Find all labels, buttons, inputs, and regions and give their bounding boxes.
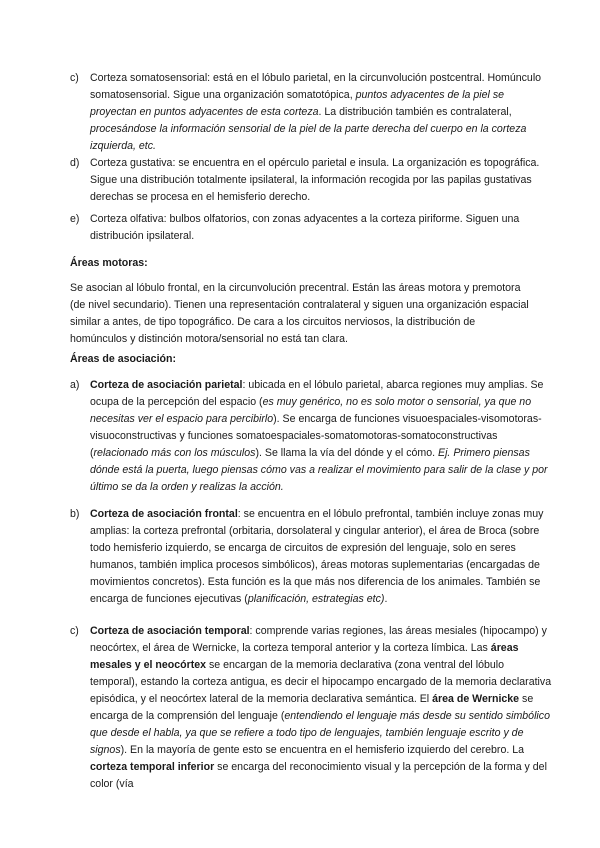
text: se encarga de la comprensión del lenguaje ( (90, 693, 534, 722)
text: se encarga del reconocimiento visual y la percepción de la forma y del color (vía (90, 761, 547, 790)
list-marker: c) (70, 625, 79, 637)
text: Corteza gustativa: se encuentra en el opérculo parietal e insula. La organización es topográfica. Sigue una distribución totalmente ipsilateral, la información recogida por las papilas gustativas derechas se procesa en el hemisferio derecho. (90, 157, 540, 203)
text: : comprende varias regiones, las áreas mesiales (hipocampo) y neocórtex, el área de Wernicke, la corteza temporal anterior y la corteza límbica. Las (90, 625, 547, 654)
bold-term: Corteza de asociación frontal (90, 508, 238, 520)
list-item-temporal (70, 623, 552, 793)
list-item-somatosensorial (70, 70, 552, 155)
text: se encargan de la memoria declarativa (zona ventral del lóbulo temporal), estando la corteza antigua, es decir el hipocampo encargado de la memoria declarativa episódica, y el neocórtex lateral de la memoria declarativa semántica. El (90, 659, 552, 705)
list-item-parietal (70, 377, 552, 496)
text: ). Se encarga de funciones visuoespaciales-visomotoras-visuoconstructivas y funciones somatoespaciales-somatomotoras-somatoconstructivas ( (90, 413, 542, 459)
italic-text: planificación, estrategias etc) (247, 593, 385, 605)
text: . (384, 593, 388, 605)
bold-term: Corteza de asociación parietal (90, 379, 243, 391)
text: ). Se llama la vía del dónde y el cómo. (255, 447, 439, 459)
italic-text: puntos adyacentes de la piel se proyectan en puntos adyacentes de esta corteza (90, 89, 505, 118)
italic-text: entendiendo el lenguaje más desde su sentido simbólico que desde el habla, ya que se refiere a todo tipo de lenguajes, también lenguaje escrito y de signos (90, 710, 550, 756)
list-marker: a) (70, 379, 80, 391)
bold-term: áreas mesales y el neocórtex (90, 642, 519, 671)
list-marker: d) (70, 157, 80, 169)
italic-text: Ej. Primero piensas dónde está la puerta, luego piensas cómo vas a realizar el movimiento para salir de la clase y por último se da la orden y realizas la acción. (90, 447, 548, 493)
italic-text: es muy genérico, no es solo motor o sensorial, ya que no necesitas ver el espacio para percibirlo (90, 396, 532, 425)
bold-term: área de Wernicke (432, 693, 520, 705)
section-heading-asociacion: Áreas de asociación: (70, 353, 176, 365)
list-marker: e) (70, 213, 80, 225)
list-marker: c) (70, 72, 79, 84)
text: ). En la mayoría de gente esto se encuentra en el hemisferio izquierdo del cerebro. La (120, 744, 525, 756)
list-marker: b) (70, 508, 80, 520)
italic-text: procesándose la información sensorial de la piel de la parte derecha del cuerpo en la corteza izquierda, etc. (90, 123, 527, 152)
text: : ubicada en el lóbulo parietal, abarca regiones muy amplias. Se ocupa de la percepción del espacio ( (90, 379, 544, 408)
text: Corteza olfativa: bulbos olfatorios, con zonas adyacentes a la corteza piriforme. Siguen una distribución ipsilateral. (90, 213, 520, 242)
text: : se encuentra en el lóbulo prefrontal, también incluye zonas muy amplias: la corteza prefrontal (orbitaria, dorsolateral y cingular anterior), el área de Broca (sobre todo hemisferio izquierdo, se encarga de circuitos de expresión del lenguaje, solo en seres humanos, también implica procesos simbólicos), áreas motoras suplementarias (encargadas de movimientos concretos). Esta función es la que más nos diferencia de los animales. También se encarga de funciones ejecutivas ( (90, 508, 544, 605)
bold-term: corteza temporal inferior (90, 761, 215, 773)
list-item-gustativa (70, 155, 552, 206)
italic-text: relacionado más con los músculos (93, 447, 256, 459)
bold-term: Corteza de asociación temporal (90, 625, 250, 637)
section-heading-motoras: Áreas motoras: (70, 257, 148, 269)
paragraph-motoras: Se asocian al lóbulo frontal, en la circunvolución precentral. Están las áreas motora y premotora (de nivel secundario). Tienen una representación contralateral y siguen una organización espacial similar a antes, de tipo topográfico. De cara a los circuitos nerviosos, la distribución de homúnculos y distinción motora/sensorial no está tan clara. (70, 282, 529, 345)
text: . La distribución también es contralateral, (318, 106, 512, 118)
list-item-olfativa (70, 211, 552, 245)
text: Corteza somatosensorial: está en el lóbulo parietal, en la circunvolución postcentral. Homúnculo somatosensorial. Sigue una organización somatotópica, (90, 72, 542, 101)
list-item-frontal (70, 506, 552, 608)
